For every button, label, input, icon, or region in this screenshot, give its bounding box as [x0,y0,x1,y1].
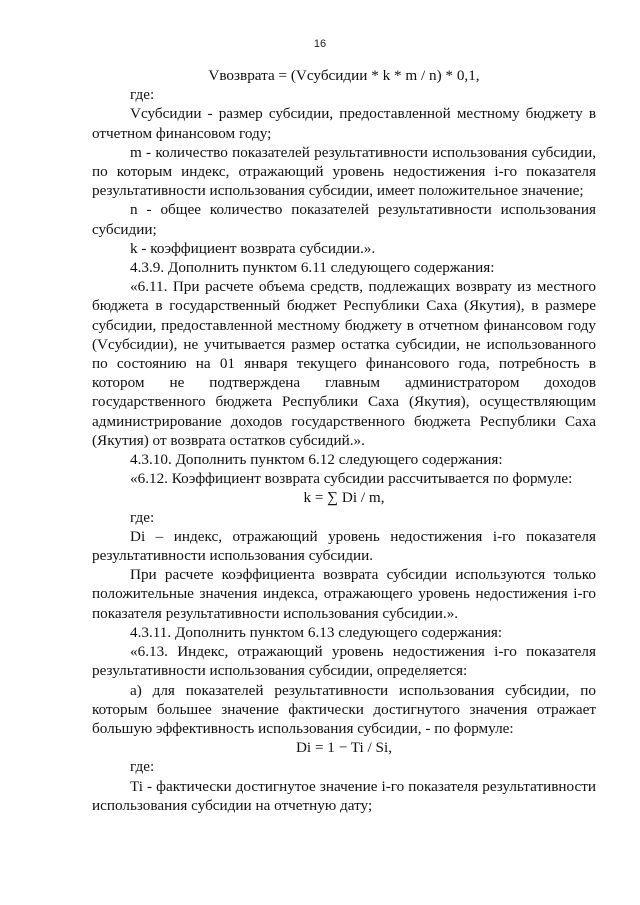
where-label: где: [130,758,155,776]
formula-return-volume: Vвозврата = (Vсубсидии * k * m / n) * 0,1, [208,67,480,84]
where-label: где: [130,86,155,104]
paragraph: n - общее количество показателей результативности использования субсидии; [92,201,596,238]
formula-index: Di = 1 − Ti / Si, [295,739,393,757]
paragraph: «6.12. Коэффициент возврата субсидии рассчитывается по формуле: [130,470,573,488]
paragraph: Ti - фактически достигнутое значение i-го показателя результативности использования субсидии на отчетную дату; [92,777,596,814]
paragraph: Vсубсидии - размер субсидии, предоставленной местному бюджету в отчетном финансовом году; [92,105,596,142]
paragraph: m - количество показателей результативности использования субсидии, по которым индекс, отражающий уровень недостижения i-го показателя результативности использования субсидии, имеет положительное значение; [92,143,596,200]
section-heading-4-3-9: 4.3.9. Дополнить пунктом 6.11 следующего содержания: [130,259,495,277]
section-heading-4-3-11: 4.3.11. Дополнить пунктом 6.13 следующего содержания: [130,623,503,641]
paragraph: k - коэффициент возврата субсидии.». [130,239,376,257]
page-number: 16 [313,38,327,50]
section-heading-4-3-10: 4.3.10. Дополнить пунктом 6.12 следующего содержания: [130,451,503,469]
formula-coefficient: k = ∑ Di / m, [303,489,385,507]
where-label: где: [130,508,155,526]
paragraph: а) для показателей результативности использования субсидии, по которым большее значение фактически достигнутого значения отражает большую эффективность использования субсидии, - по формуле: [92,681,596,737]
paragraph: «6.11. При расчете объема средств, подлежащих возврату из местного бюджета в государственный бюджет Республики Саха (Якутия), в размере субсидии, предоставленной местному бюджету в отчетном финансовом году (Vсубсидии), не учитывается размер остатка субсидии, не использованного по состоянию на 01 января текущего финансового года, потребность в котором не подтверждена главным администратором доходов государственного бюджета Республики Саха (Якутия), осуществляющим администрирование доходов государственного бюджета Республики Саха (Якутия) от возврата остатков субсидий.». [92,278,596,449]
document-body [92,66,596,815]
paragraph: «6.13. Индекс, отражающий уровень недостижения i-го показателя результативности использования субсидии, определяется: [92,643,596,680]
paragraph: При расчете коэффициента возврата субсидии используются только положительные значения индекса, отражающего уровень недостижения i-го показателя результативности использования субсидии.». [92,566,596,622]
paragraph: Di – индекс, отражающий уровень недостижения i-го показателя результативности использования субсидии. [92,527,596,565]
